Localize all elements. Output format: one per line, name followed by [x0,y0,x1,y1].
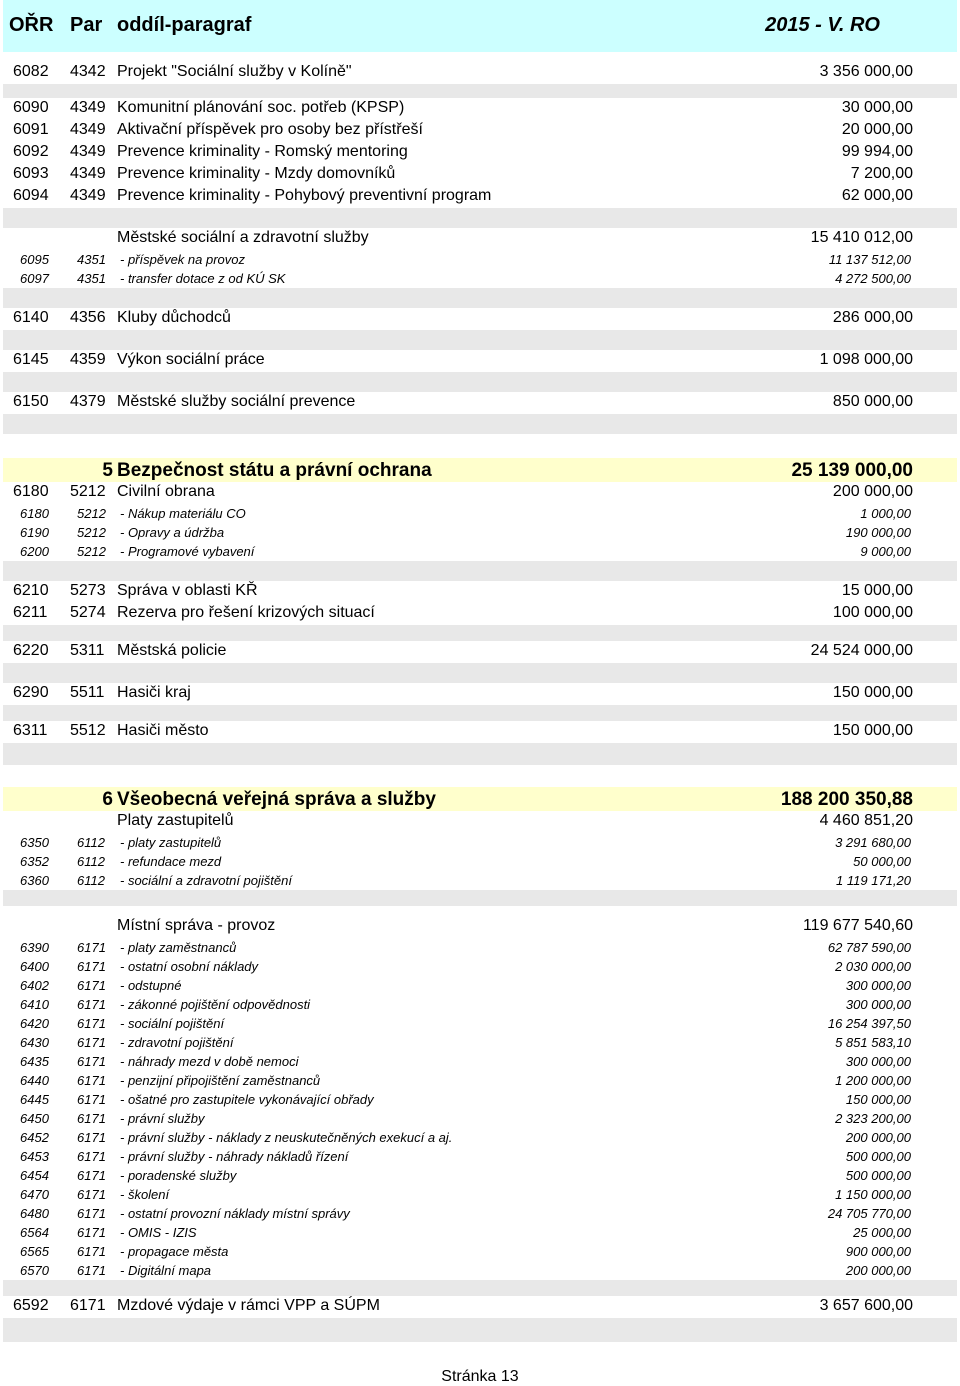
cell-par: 4349 [70,99,106,116]
cell-description: Prevence kriminality - Pohybový preventivní program [117,187,492,204]
cell-amount: 150 000,00 [832,722,913,739]
separator-row [3,705,957,721]
sub-row [3,1223,957,1242]
cell-or: 6180 [13,483,49,500]
cell-description: - transfer dotace z od KÚ SK [120,271,286,286]
cell-amount: 99 994,00 [841,143,913,160]
header-col-or: OŘR [9,14,54,36]
table-row [3,683,957,705]
cell-or: 6190 [20,525,49,540]
table-row [3,350,957,372]
cell-par: 4359 [70,351,106,368]
table-row [3,120,957,142]
cell-description: Městská policie [117,642,227,659]
cell-description: Mzdové výdaje v rámci VPP a SÚPM [117,1297,380,1314]
cell-par: 6171 [77,1187,106,1202]
cell-description: Městské služby sociální prevence [117,393,356,410]
sub-row [3,523,957,542]
cell-description: Hasiči město [117,722,209,739]
cell-or: 6410 [20,997,49,1012]
cell-amount: 100 000,00 [832,604,913,621]
section-row [3,787,957,811]
page-number: Stránka 13 [441,1368,519,1385]
separator-row [3,890,957,906]
cell-amount: 1 098 000,00 [819,351,913,368]
cell-par: 4351 [77,271,106,286]
sub-row [3,1109,957,1128]
cell-or: 6420 [20,1016,49,1031]
cell-description: Platy zastupitelů [117,812,234,829]
cell-description: - Nákup materiálu CO [120,506,246,521]
sub-row [3,852,957,871]
cell-or: 6400 [20,959,49,974]
cell-description: Místní správa - provoz [117,917,276,934]
separator-row [3,1280,957,1296]
cell-par: 4349 [70,121,106,138]
cell-description: - ošatné pro zastupitele vykonávající obřady [120,1092,374,1107]
cell-description: Prevence kriminality - Romský mentoring [117,143,408,160]
cell-amount: 900 000,00 [845,1244,911,1259]
separator-row [3,372,957,392]
table-row [3,142,957,164]
separator-row [3,1318,957,1342]
cell-amount: 50 000,00 [853,854,911,869]
cell-amount: 300 000,00 [845,978,911,993]
header-year-label: 2015 - V. RO [765,14,880,36]
cell-par: 6171 [77,997,106,1012]
sub-row [3,976,957,995]
cell-or: 6470 [20,1187,49,1202]
table-row [3,811,957,833]
cell-description: - zákonné pojištění odpovědnosti [120,997,311,1012]
table-row [3,603,957,625]
cell-or: 6592 [13,1297,49,1314]
cell-or: 6570 [20,1263,49,1278]
cell-or: 6350 [20,835,49,850]
cell-description: - penzijní připojištění zaměstnanců [120,1073,321,1088]
separator-row [3,414,957,434]
cell-or: 6454 [20,1168,49,1183]
cell-amount: 200 000,00 [845,1130,911,1145]
cell-or: 6211 [13,604,48,621]
cell-par: 4349 [70,165,106,182]
sub-row [3,1204,957,1223]
cell-description: - platy zastupitelů [120,835,222,850]
cell-description: Kluby důchodců [117,309,231,326]
cell-amount: 30 000,00 [841,99,913,116]
cell-amount: 11 137 512,00 [828,252,911,267]
cell-or: 6094 [13,187,49,204]
cell-description: Prevence kriminality - Mzdy domovníků [117,165,396,182]
cell-description: - Opravy a údržba [120,525,225,540]
sub-row [3,1242,957,1261]
cell-description: Městské sociální a zdravotní služby [117,229,369,246]
cell-description: - ostatní osobní náklady [120,959,259,974]
cell-or: 6445 [20,1092,49,1107]
table-row [3,392,957,414]
cell-description: - Digitální mapa [120,1263,212,1278]
cell-par: 4379 [70,393,106,410]
table-row [3,164,957,186]
cell-or: 6095 [20,252,49,267]
cell-amount: 1 150 000,00 [835,1187,911,1202]
cell-description: - sociální a zdravotní pojištění [120,873,292,888]
cell-or: 6082 [13,63,49,80]
cell-par: 4342 [70,63,106,80]
cell-par: 5212 [70,483,106,500]
cell-amount: 9 000,00 [860,544,911,559]
cell-amount: 62 787 590,00 [827,940,911,955]
cell-amount: 500 000,00 [845,1168,911,1183]
cell-description: - zdravotní pojištění [120,1035,234,1050]
cell-amount: 3 657 600,00 [819,1297,913,1314]
cell-amount: 190 000,00 [845,525,911,540]
budget-table [3,0,957,1342]
cell-par: 6171 [70,1297,106,1314]
cell-amount: 200 000,00 [832,483,913,500]
cell-amount: 150 000,00 [845,1092,911,1107]
cell-description: Rezerva pro řešení krizových situací [117,604,375,621]
cell-or: 6450 [20,1111,49,1126]
cell-amount: 1 000,00 [860,506,911,521]
cell-or: 6210 [13,582,49,599]
cell-or: 6145 [13,351,49,368]
sub-row [3,1014,957,1033]
cell-or: 6311 [13,722,48,739]
separator-row [3,84,957,98]
cell-par: 6171 [77,1206,106,1221]
sub-row [3,1166,957,1185]
cell-or: 6140 [13,309,49,326]
cell-amount: 20 000,00 [841,121,913,138]
cell-description: - platy zaměstnanců [120,940,237,955]
table-row [3,916,957,938]
cell-or: 6352 [20,854,49,869]
sub-row [3,938,957,957]
cell-amount: 62 000,00 [841,187,913,204]
cell-or: 6480 [20,1206,49,1221]
cell-amount: 500 000,00 [845,1149,911,1164]
cell-amount: 7 200,00 [850,165,913,182]
cell-description: - refundace mezd [120,854,222,869]
cell-description: Aktivační příspěvek pro osoby bez přístřeší [117,121,423,138]
cell-description: Hasiči kraj [117,684,191,701]
cell-description: - propagace města [120,1244,229,1259]
table-row [3,186,957,208]
table-row [3,62,957,84]
cell-or: 6435 [20,1054,49,1069]
separator-row [3,288,957,308]
cell-par: 5212 [77,506,106,521]
cell-description: - odstupné [120,978,182,993]
sub-row [3,269,957,288]
cell-description: Komunitní plánování soc. potřeb (KPSP) [117,99,405,116]
sub-row [3,1185,957,1204]
cell-description: Bezpečnost státu a právní ochrana [117,460,432,481]
table-row [3,98,957,120]
cell-amount: 24 524 000,00 [810,642,913,659]
header-col-par: Par [70,14,103,36]
sub-row [3,504,957,523]
table-body [3,52,957,1342]
cell-or: 6091 [13,121,49,138]
cell-par: 5212 [77,544,106,559]
spacer-row [3,765,957,787]
cell-par: 6112 [77,854,105,869]
cell-par: 5 [102,460,113,481]
sub-row [3,1147,957,1166]
cell-amount: 2 030 000,00 [835,959,911,974]
header-col-title: oddíl-paragraf [117,14,252,36]
cell-or: 6453 [20,1149,49,1164]
cell-amount: 4 460 851,20 [819,812,913,829]
sub-row [3,1071,957,1090]
cell-description: - právní služby - náhrady nákladů řízení [120,1149,349,1164]
cell-amount: 25 139 000,00 [791,460,913,481]
cell-amount: 5 851 583,10 [835,1035,911,1050]
cell-or: 6290 [13,684,49,701]
sub-row [3,1261,957,1280]
separator-row [3,663,957,683]
cell-amount: 16 254 397,50 [827,1016,911,1031]
cell-description: - školení [120,1187,170,1202]
cell-amount: 24 705 770,00 [827,1206,911,1221]
cell-description: - OMIS - IZIS [120,1225,197,1240]
cell-description: - ostatní provozní náklady místní správy [120,1206,350,1221]
cell-or: 6360 [20,873,49,888]
cell-par: 6112 [77,873,105,888]
cell-or: 6090 [13,99,49,116]
cell-amount: 150 000,00 [832,684,913,701]
cell-par: 5212 [77,525,106,540]
cell-or: 6220 [13,642,49,659]
separator-row [3,625,957,641]
cell-par: 4349 [70,143,106,160]
cell-par: 5511 [70,684,105,701]
cell-description: Projekt "Sociální služby v Kolíně" [117,63,352,80]
cell-par: 5273 [70,582,106,599]
cell-par: 5512 [70,722,106,739]
cell-par: 6171 [77,940,106,955]
separator-row [3,743,957,765]
cell-par: 6171 [77,1073,106,1088]
sub-row [3,871,957,890]
separator-row [3,561,957,581]
section-row [3,458,957,482]
cell-par: 6171 [77,1054,106,1069]
cell-par: 6 [102,789,113,810]
spacer-row [3,434,957,458]
cell-amount: 15 410 012,00 [810,229,913,246]
sub-row [3,1033,957,1052]
cell-or: 6565 [20,1244,49,1259]
spacer-row [3,906,957,916]
cell-description: - poradenské služby [120,1168,237,1183]
spacer-row [3,52,957,62]
cell-or: 6097 [20,271,49,286]
cell-or: 6200 [20,544,49,559]
cell-amount: 188 200 350,88 [780,789,913,810]
cell-par: 5274 [70,604,106,621]
cell-amount: 15 000,00 [841,582,913,599]
cell-amount: 25 000,00 [853,1225,911,1240]
cell-or: 6093 [13,165,49,182]
table-row [3,721,957,743]
sub-row [3,995,957,1014]
separator-row [3,208,957,228]
cell-par: 5311 [70,642,105,659]
cell-par: 6171 [77,1016,106,1031]
cell-par: 6171 [77,1035,106,1050]
cell-par: 6171 [77,1092,106,1107]
cell-par: 6112 [77,835,105,850]
cell-amount: 3 291 680,00 [835,835,911,850]
cell-description: - náhrady mezd v době nemoci [120,1054,299,1069]
table-row [3,482,957,504]
cell-amount: 300 000,00 [845,997,911,1012]
cell-or: 6440 [20,1073,49,1088]
cell-amount: 2 323 200,00 [835,1111,911,1126]
cell-or: 6180 [20,506,49,521]
cell-amount: 300 000,00 [845,1054,911,1069]
cell-description: - sociální pojištění [120,1016,225,1031]
cell-par: 6171 [77,1225,106,1240]
sub-row [3,250,957,269]
sub-row [3,957,957,976]
cell-or: 6564 [20,1225,49,1240]
cell-par: 6171 [77,1130,106,1145]
cell-par: 6171 [77,1111,106,1126]
cell-par: 4351 [77,252,106,267]
cell-par: 4356 [70,309,106,326]
cell-description: Všeobecná veřejná správa a služby [117,789,436,810]
cell-amount: 3 356 000,00 [819,63,913,80]
cell-description: - právní služby - náklady z neuskutečněných exekucí a aj. [120,1130,453,1145]
cell-amount: 286 000,00 [832,309,913,326]
cell-or: 6430 [20,1035,49,1050]
table-row [3,641,957,663]
sub-row [3,1090,957,1109]
cell-description: - příspěvek na provoz [120,252,246,267]
cell-amount: 200 000,00 [845,1263,911,1278]
table-row [3,228,957,250]
cell-par: 6171 [77,959,106,974]
cell-par: 6171 [77,978,106,993]
cell-or: 6452 [20,1130,49,1145]
cell-par: 6171 [77,1263,106,1278]
cell-or: 6150 [13,393,49,410]
cell-par: 6171 [77,1149,106,1164]
table-row [3,581,957,603]
sub-row [3,542,957,561]
cell-par: 6171 [77,1244,106,1259]
cell-or: 6390 [20,940,49,955]
cell-description: - Programové vybavení [120,544,255,559]
separator-row [3,330,957,350]
table-row [3,308,957,330]
sub-row [3,833,957,852]
cell-par: 6171 [77,1168,106,1183]
cell-description: Civilní obrana [117,483,215,500]
cell-or: 6402 [20,978,49,993]
cell-description: Správa v oblasti KŘ [117,582,258,599]
cell-amount: 1 200 000,00 [835,1073,911,1088]
cell-amount: 4 272 500,00 [835,271,911,286]
table-row [3,1296,957,1318]
sub-row [3,1128,957,1147]
cell-amount: 850 000,00 [832,393,913,410]
cell-amount: 1 119 171,20 [836,873,911,888]
cell-or: 6092 [13,143,49,160]
cell-par: 4349 [70,187,106,204]
cell-amount: 119 677 540,60 [802,917,913,934]
sub-row [3,1052,957,1071]
table-header [3,0,957,52]
cell-description: - právní služby [120,1111,205,1126]
cell-description: Výkon sociální práce [117,351,265,368]
